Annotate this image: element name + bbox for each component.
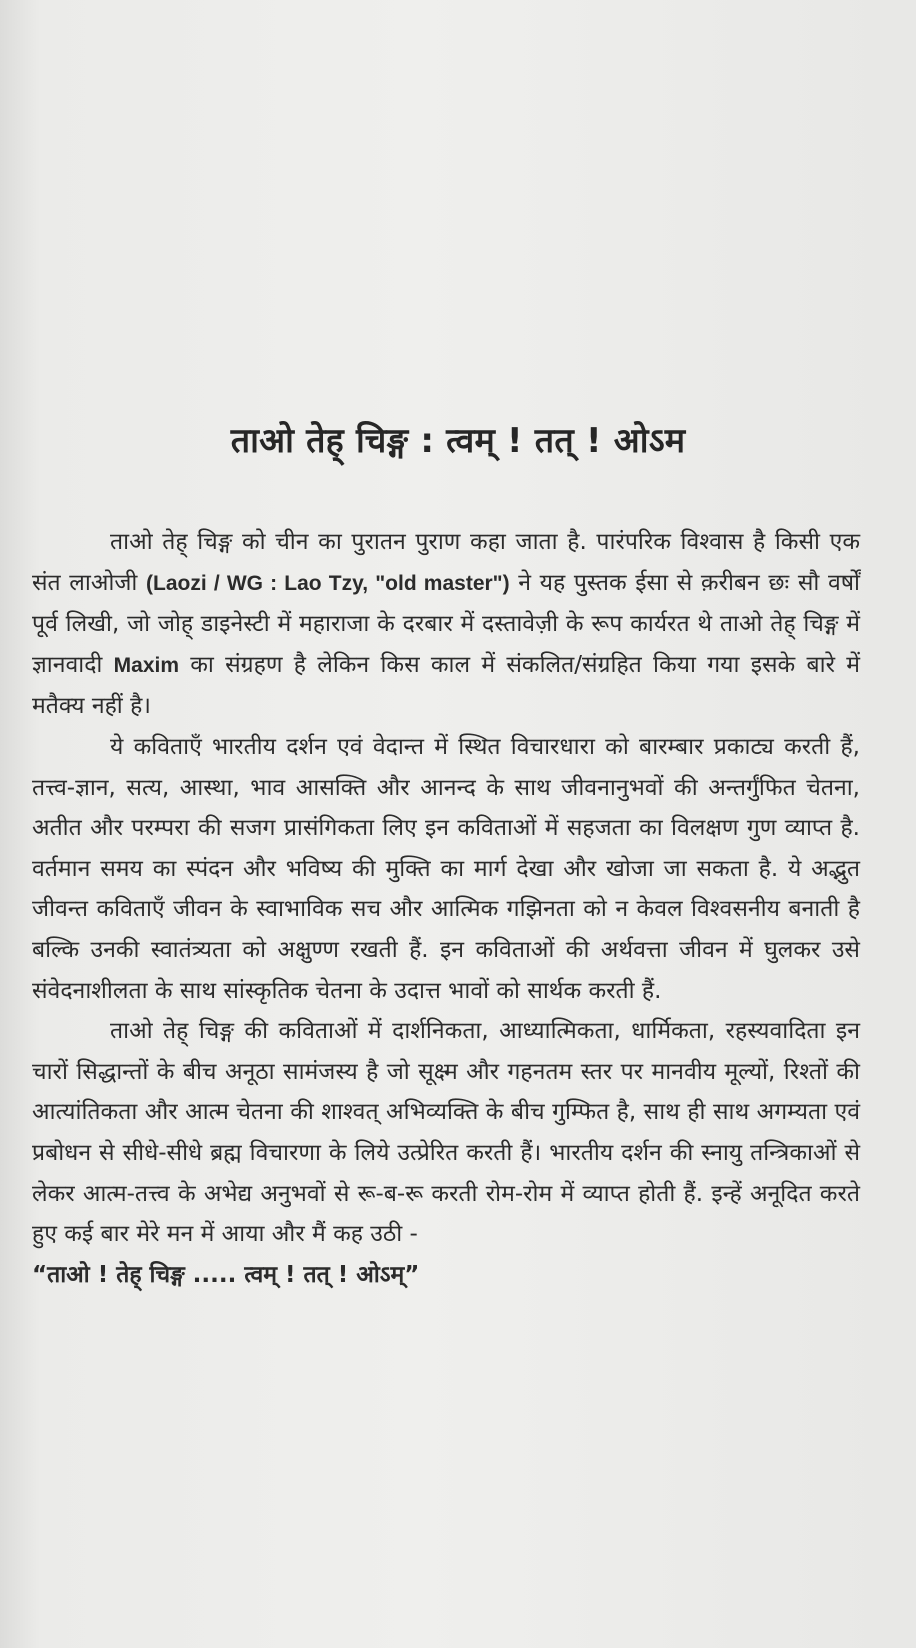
latin-name-text: (Laozi / WG : Lao Tzy, "old master") xyxy=(146,571,510,595)
paragraph-1 xyxy=(32,522,860,727)
paragraph-1-part-c: ने यह पुस्तक ईसा से क़रीबन छः सौ वर्षों पूर्व लिखी, जो जोह् डाइनेस्टी में महाराजा के दरबार में दस्तावेज़ी के रूप कार्यरत थे ताओ तेह् चिङ्ग में ज्ञानवादी xyxy=(32,569,860,678)
paragraph-1-part-e: का संग्रहण है लेकिन किस काल में संकलित/संग्रहित किया गया इसके बारे में मतैक्य नहीं है। xyxy=(32,651,860,720)
body-text xyxy=(32,522,860,1295)
paragraph-1-part-a: ताओ तेह् चिङ्ग को चीन का पुरातन पुराण कहा जाता है. पारंपरिक विश्वास है किसी एक संत लाओजी xyxy=(32,529,860,596)
paragraph-2: ये कविताएँ भारतीय दर्शन एवं वेदान्त में स्थित विचारधारा को बारम्बार प्रकाट्य करती हैं, तत्त्व-ज्ञान, सत्य, आस्था, भाव आसक्ति और आनन्द के साथ जीवनानुभवों की अन्तर्गुंफित चेतना, अतीत और परम्परा की सजग प्रासंगिकता लिए इन कविताओं में सहजता का विलक्षण गुण व्याप्त है. वर्तमान समय का स्पंदन और भविष्य की मुक्ति का मार्ग देखा और खोजा जा सकता है. ये अद्भुत जीवन्त कविताएँ जीवन के स्वाभाविक सच और आत्मिक गझिनता को न केवल विश्वसनीय बनाती है बल्कि उनकी स्वातंत्र्यता को अक्षुण्ण रखती हैं. इन कविताओं की अर्थवत्ता जीवन में घुलकर उसे संवेदनाशीलता के साथ सांस्कृतिक चेतना के उदात्त भावों को सार्थक करती हैं. xyxy=(32,733,860,1004)
paragraph-3: ताओ तेह् चिङ्ग की कविताओं में दार्शनिकता, आध्यात्मिकता, धार्मिकता, रहस्यवादिता इन चारों सिद्धान्तों के बीच अनूठा सामंजस्य है जो सूक्ष्म और गहनतम स्तर पर मानवीय मूल्यों, रिश्तों की आत्यांतिकता और आत्म चेतना की शाश्वत् अभिव्यक्ति के बीच गुम्फित है, साथ ही साथ अगम्यता एवं प्रबोधन से सीधे-सीधे ब्रह्म विचारणा के लिये उत्प्रेरित करती हैं। भारतीय दर्शन की स्नायु तन्त्रिकाओं से लेकर आत्म-तत्त्व के अभेद्य अनुभवों से रू-ब-रू करती रोम-रोम में व्याप्त होती हैं. इन्हें अनूदित करते हुए कई बार मेरे मन में आया और मैं कह उठी - xyxy=(32,1018,860,1248)
closing-quote-text: “ताओ ! तेह् चिङ्ग ..... त्वम् ! तत् ! ओऽम्” xyxy=(32,1261,420,1288)
page-title: ताओ तेह् चिङ्ग : त्वम् ! तत् ! ओऽम xyxy=(230,421,686,461)
maxim-text: Maxim xyxy=(113,653,179,677)
closing-quote xyxy=(32,1255,860,1296)
